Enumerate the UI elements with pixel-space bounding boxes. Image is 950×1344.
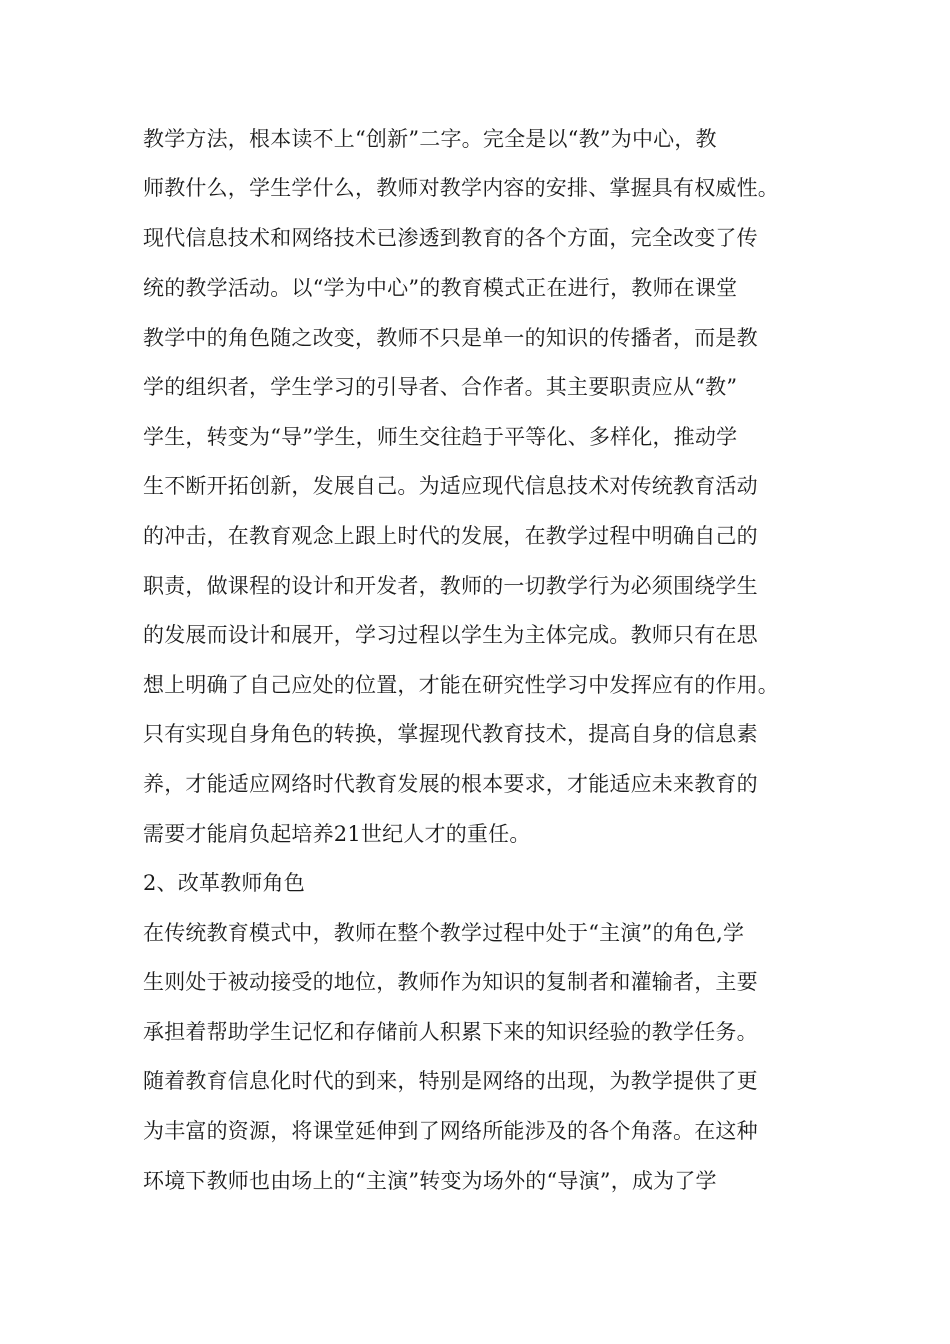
section-heading: 2、改革教师角色	[143, 871, 305, 895]
paragraph-line: 随着教育信息化时代的到来，特别是网络的出现，为教学提供了更	[143, 1069, 758, 1093]
paragraph-line: 的冲击，在教育观念上跟上时代的发展，在教学过程中明确自己的	[143, 524, 758, 548]
paragraph-line: 学生，转变为“导”学生，师生交往趋于平等化、多样化，推动学	[143, 425, 738, 449]
paragraph-line: 环境下教师也由场上的“主演”转变为场外的“导演”，成为了学	[143, 1169, 717, 1193]
paragraph-line: 统的教学活动。以“学为中心”的教育模式正在进行，教师在课堂	[143, 276, 738, 300]
paragraph-line: 生则处于被动接受的地位，教师作为知识的复制者和灌输者，主要	[143, 970, 758, 994]
paragraph-line: 的发展而设计和展开，学习过程以学生为主体完成。教师只有在思	[143, 623, 758, 647]
paragraph-line: 为丰富的资源，将课堂延伸到了网络所能涉及的各个角落。在这种	[143, 1119, 758, 1143]
paragraph-line: 教学中的角色随之改变，教师不只是单一的知识的传播者，而是教	[143, 326, 758, 350]
paragraph-line: 生不断开拓创新，发展自己。为适应现代信息技术对传统教育活动	[143, 474, 758, 498]
paragraph-line: 现代信息技术和网络技术已渗透到教育的各个方面，完全改变了传	[143, 226, 758, 250]
paragraph-line: 想上明确了自己应处的位置，才能在研究性学习中发挥应有的作用。	[143, 673, 779, 697]
paragraph-line: 师教什么，学生学什么，教师对教学内容的安排、掌握具有权威性。	[143, 176, 779, 200]
paragraph-line: 在传统教育模式中，教师在整个教学过程中处于“主演”的角色,学	[143, 921, 745, 945]
paragraph-line: 学的组织者，学生学习的引导者、合作者。其主要职责应从“教”	[143, 375, 738, 399]
paragraph-line: 职责，做课程的设计和开发者，教师的一切教学行为必须围绕学生	[143, 574, 758, 598]
paragraph-line: 养，才能适应网络时代教育发展的根本要求，才能适应未来教育的	[143, 772, 758, 796]
paragraph-line: 承担着帮助学生记忆和存储前人积累下来的知识经验的教学任务。	[143, 1020, 758, 1044]
paragraph-line: 只有实现自身角色的转换，掌握现代教育技术，提高自身的信息素	[143, 722, 758, 746]
paragraph-line: 需要才能肩负起培养21世纪人才的重任。	[143, 822, 531, 846]
paragraph-line: 教学方法，根本读不上“创新”二字。完全是以“教”为中心，教	[143, 127, 717, 151]
